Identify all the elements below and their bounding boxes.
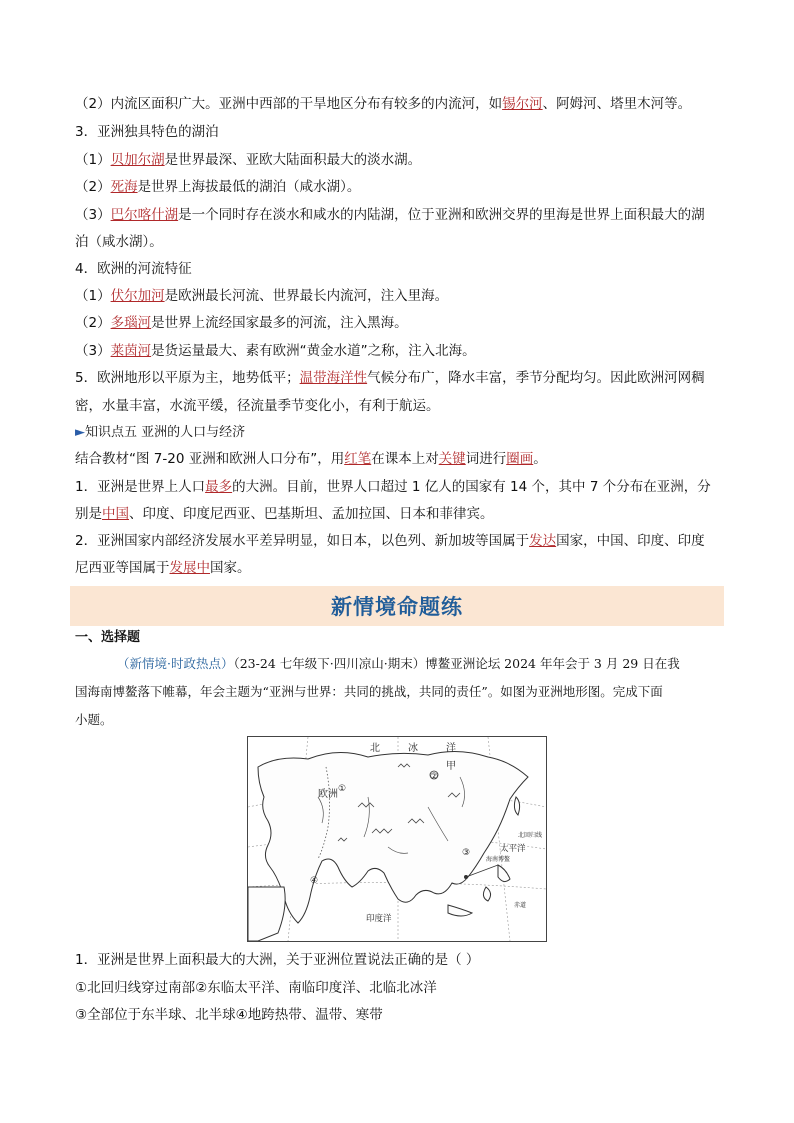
key-term: 死海 [110,179,138,195]
text: 是世界最深、亚欧大陆面积最大的淡水湖。 [164,152,422,168]
text: （23-24 七年级下·四川凉山·期末）博鳌亚洲论坛 2024 年年会于 3 月 29 日在我 [233,656,680,671]
instruction-line [75,449,725,469]
key-term: 伏尔加河 [110,288,165,304]
question-intro-line-3: 小题。 [75,712,113,727]
section-heading: 一、选择题 [75,630,141,645]
economy-line-1 [75,531,725,551]
key-term: 贝加尔湖 [110,152,165,168]
text: （2） [75,315,111,331]
inland-rivers-line [75,94,725,114]
key-term: 关键 [438,451,466,467]
question-1-options-2: ③全部位于东半球、北半球④地跨热带、温带、寒带 [75,1007,383,1023]
map-label-arctic-2: 洋 [446,743,456,754]
key-term: 温带海洋性 [299,370,368,386]
text: 尼西亚等国属于 [75,560,170,576]
text: （3） [75,343,111,359]
europe-river-item-1 [75,286,725,306]
text: （2）内流区面积广大。亚洲中西部的干旱地区分布有较多的内流河，如 [75,96,503,112]
text: （2） [75,179,111,195]
key-term: 多瑙河 [110,315,152,331]
key-term: 红笔 [344,451,372,467]
map-label-indian: 印度洋 [366,914,392,924]
map-label-pacific: 太平洋 [500,844,526,854]
map-label-europe: 欧洲 [318,789,338,800]
key-term: 圈画 [506,451,534,467]
europe-river-item-3 [75,341,725,361]
economy-line-2 [75,558,725,578]
text: 5．欧洲地形以平原为主，地势低平； [75,370,300,386]
question-intro-line-1 [75,654,725,674]
lake-item-3 [75,205,725,225]
knowledge-point-heading [75,423,725,443]
text: 国家，中国、印度、印度 [556,533,705,549]
question-1-options-1: ①北回归线穿过南部②东临太平洋、南临印度洋、北临北冰洋 [75,980,437,996]
text: 国家。 [210,560,251,576]
map-label-boao: 海南博鳌 [486,856,511,863]
key-term: 莱茵河 [110,343,152,359]
europe-terrain-line-2: 密，水量丰富，水流平缓，径流量季节变化小，有利于航运。 [75,398,440,414]
asia-terrain-map [247,736,547,942]
population-line-1 [75,477,725,497]
key-term: 锡尔河 [502,96,543,112]
text: 、阿姆河、塔里木河等。 [542,96,692,112]
text: 是世界上海拔最低的湖泊（咸水湖）。 [137,179,361,195]
lakes-heading: 3．亚洲独具特色的湖泊 [75,124,219,140]
key-term: 发展中 [169,560,210,576]
text: 的大洲。目前，世界人口超过 1 亿人的国家有 14 个，其中 7 个分布在亚洲，分 [232,479,711,495]
text: 知识点五 亚洲的人口与经济 [85,425,246,440]
lake-item-2 [75,177,725,197]
map-marker-3: ③ [462,848,471,858]
text: 是货运量最大、素有欧洲“黄金水道”之称，注入北海。 [151,343,476,359]
population-line-2 [75,504,725,524]
text: 词进行 [465,451,507,467]
map-label-jia: 甲 [446,761,456,772]
europe-terrain-line-1 [75,368,725,388]
text: 、印度、印度尼西亚、巴基斯坦、孟加拉国、日本和菲律宾。 [129,506,494,522]
map-marker-2: ② [430,772,439,782]
text: 。 [533,451,547,467]
text: 气候分布广，降水丰富，季节分配均匀。因此欧洲河网稠 [367,370,705,386]
key-term: 巴尔喀什湖 [110,207,179,223]
text: （3） [75,207,111,223]
question-1-stem: 1．亚洲是世界上面积最大的大洲，关于亚洲位置说法正确的是（ ） [75,952,480,968]
text: 是一个同时存在淡水和咸水的内陆湖，位于亚洲和欧洲交界的里海是世界上面积最大的湖 [178,207,705,223]
map-label-tropic: 北回归线 [518,832,543,839]
text: 是欧洲最长河流、世界最长内流河，注入里海。 [164,288,449,304]
map-marker-1: ① [338,784,347,794]
context-tag: （新情境·时政热点） [117,656,234,671]
banner-title: 新情境命题练 [331,595,463,619]
lake-item-1 [75,150,725,170]
map-marker-4: ④ [310,876,319,886]
triangle-marker-icon: ► [75,425,85,440]
map-label-north: 北 [370,743,380,754]
text: 1．亚洲是世界上人口 [75,479,206,495]
text: 在课本上对 [371,451,439,467]
text: 2．亚洲国家内部经济发展水平差异明显，如日本，以色列、新加坡等国属于 [75,533,530,549]
text: （1） [75,288,111,304]
key-term: 发达 [529,533,557,549]
text: 结合教材“图 7-20 亚洲和欧洲人口分布”，用 [75,451,345,467]
key-term: 最多 [205,479,233,495]
lake-item-3-cont: 泊（咸水湖）。 [75,234,163,250]
section-banner [70,586,724,626]
europe-river-item-2 [75,313,725,333]
text: 是世界上流经国家最多的河流，注入黑海。 [151,315,408,331]
map-label-arctic: 冰 [408,743,418,754]
question-intro-line-2: 国海南博鳌落下帷幕，年会主题为“亚洲与世界：共同的挑战，共同的责任”。如图为亚洲地形图。完成下面 [75,684,663,699]
text: 别是 [75,506,102,522]
text: （1） [75,152,111,168]
key-term: 中国 [102,506,129,522]
europe-rivers-heading: 4．欧洲的河流特征 [75,261,192,277]
map-label-equator: 赤道 [514,902,527,909]
